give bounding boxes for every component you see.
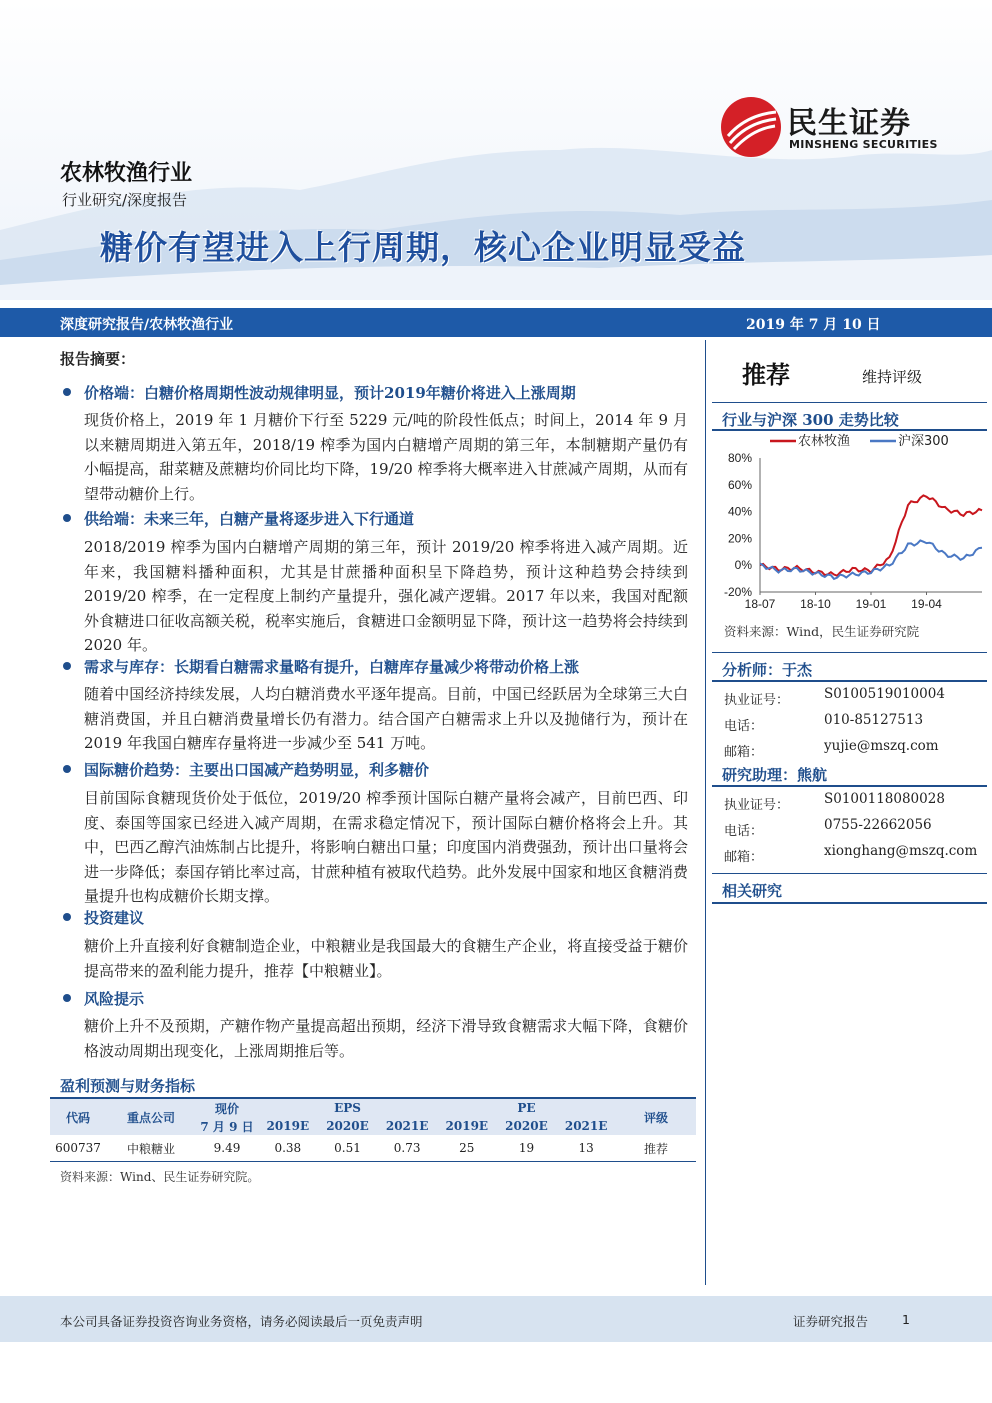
- section-body-risk: 糖价上升不及预期，产糖作物产量提高超出预期，经济下滑导致食糖需求大幅下降，食糖价格波动周期出现变化，上涨周期推后等。: [84, 1017, 688, 1060]
- bullet-icon: [63, 388, 71, 396]
- cell-pe: 13: [556, 1135, 616, 1162]
- bullet-icon: [63, 514, 71, 522]
- chart-source: 资料来源：Wind，民生证券研究院: [724, 624, 920, 639]
- cell-pe: 25: [437, 1135, 497, 1162]
- series-line-index: [760, 540, 982, 579]
- section-body-price: 现货价格上，2019 年 1 月糖价下行至 5229 元/吨的阶段性低点；时间上，2014 年 9 月以来糖周期进入第五年，2018/19 榨季为国内白糖增产周期的第三年，本制糖期产量仍有小幅提高，甜菜糖及蔗糖均价同比均下降，19/20 榨季将大概率进入甘蔗减产周期，从而有望带动糖价上行。: [84, 411, 688, 503]
- col-code: 代码: [50, 1098, 106, 1135]
- col-pe: PE: [437, 1098, 616, 1117]
- y-tick-label: 80%: [727, 451, 752, 465]
- analyst-phone-label: 电话：: [724, 719, 764, 734]
- section-heading-invest: 投资建议: [84, 909, 145, 927]
- analyst-cert-value: S0100519010004: [824, 686, 945, 702]
- assistant-cert-label: 执业证号：: [724, 798, 790, 813]
- section-body-demand: 随着中国经济持续发展，人均白糖消费水平逐年提高。目前，中国已经跃居为全球第三大白糖消费国，并且白糖消费量增长仍有潜力。结合国产白糖需求上升以及抛储行为，预计在 2019 年我国白糖库存量将进一步减少至 541 万吨。: [84, 685, 688, 752]
- table-row: [50, 1135, 696, 1162]
- industry-name: 农林牧渔行业: [60, 161, 193, 186]
- rating-main: 推荐: [742, 360, 790, 389]
- bullet-icon: [63, 994, 71, 1002]
- bullet-icon: [63, 913, 71, 921]
- assistant-phone-value: 0755-22662056: [824, 817, 932, 833]
- report-category: 行业研究/深度报告: [62, 191, 188, 209]
- assistant-phone-label: 电话：: [724, 824, 764, 839]
- analyst-email-label: 邮箱：: [724, 745, 764, 760]
- minsheng-logo-icon: [720, 96, 782, 158]
- fin-table-title: 盈利预测与财务指标: [60, 1077, 196, 1095]
- divider: [712, 873, 987, 874]
- rating-sub: 维持评级: [862, 368, 923, 386]
- col-year: 2020E: [318, 1117, 378, 1135]
- financial-forecast-table: [50, 1097, 696, 1162]
- table-source: 资料来源：Wind、民生证券研究院。: [60, 1170, 260, 1184]
- bullet-icon: [63, 765, 71, 773]
- col-company: 重点公司: [106, 1098, 196, 1135]
- cell-eps: 0.73: [377, 1135, 437, 1162]
- column-divider: [705, 340, 706, 1285]
- y-tick-label: 60%: [727, 477, 752, 492]
- cell-pe: 19: [497, 1135, 557, 1162]
- logo-text-en: MINSHENG SECURITIES: [789, 138, 938, 151]
- section-heading-supply: 供给端：未来三年，白糖产量将逐步进入下行通道: [84, 510, 415, 528]
- logo-text-cn: 民生证券: [787, 106, 911, 141]
- analyst-title: 分析师：于杰: [722, 661, 813, 679]
- y-tick-label: 40%: [727, 504, 752, 519]
- divider: [712, 902, 987, 904]
- col-price: 现价: [196, 1098, 258, 1117]
- report-title: 糖价有望进入上行周期，核心企业明显受益: [100, 228, 746, 267]
- related-research-title: 相关研究: [722, 882, 783, 900]
- x-tick-label: 18-10: [800, 597, 831, 611]
- footer-label: 证券研究报告: [793, 1314, 869, 1329]
- section-heading-demand: 需求与库存：长期看白糖需求量略有提升，白糖库存量减少将带动价格上涨: [84, 658, 580, 676]
- col-year: 2021E: [556, 1117, 616, 1135]
- page-number: 1: [902, 1312, 910, 1327]
- y-tick-label: -20%: [723, 585, 752, 599]
- footer-disclaimer: 本公司具备证券投资咨询业务资格，请务必阅读最后一页免责声明: [60, 1314, 423, 1329]
- divider: [712, 680, 987, 682]
- col-eps: EPS: [258, 1098, 437, 1117]
- analyst-phone-value: 010-85127513: [824, 712, 924, 728]
- x-tick-label: 19-04: [911, 597, 942, 611]
- divider: [712, 652, 987, 653]
- assistant-email-label: 邮箱：: [724, 850, 764, 865]
- section-heading-price: 价格端：白糖价格周期性波动规律明显，预计2019年糖价将进入上涨周期: [84, 384, 576, 402]
- trend-chart: [712, 430, 987, 620]
- col-year: 2019E: [437, 1117, 497, 1135]
- y-tick-label: 20%: [727, 531, 752, 546]
- col-rating: 评级: [616, 1098, 696, 1135]
- chart-section-title: 行业与沪深 300 走势比较: [722, 411, 899, 429]
- cell-code: 600737: [50, 1135, 106, 1162]
- x-tick-label: 19-01: [855, 597, 887, 611]
- cell-price: 9.49: [196, 1135, 258, 1162]
- section-heading-intl: 国际糖价趋势：主要出口国减产趋势明显，利多糖价: [84, 761, 430, 779]
- section-heading-risk: 风险提示: [84, 990, 145, 1008]
- y-tick-label: 0%: [734, 558, 752, 573]
- analyst-cert-label: 执业证号：: [724, 693, 790, 708]
- assistant-email-value[interactable]: xionghang@mszq.com: [824, 843, 978, 859]
- series-line-industry: [760, 495, 982, 575]
- legend-label: 农林牧渔: [798, 434, 851, 449]
- divider: [712, 785, 987, 787]
- report-date: 2019 年 7 月 10 日: [746, 317, 881, 333]
- bullet-icon: [63, 662, 71, 670]
- analyst-email-value[interactable]: yujie@mszq.com: [824, 738, 939, 754]
- col-price-date: 7 月 9 日: [196, 1117, 258, 1135]
- summary-title: 报告摘要：: [60, 350, 136, 368]
- assistant-title: 研究助理：熊航: [722, 766, 828, 784]
- col-year: 2021E: [377, 1117, 437, 1135]
- cell-eps: 0.38: [258, 1135, 318, 1162]
- report-type-label: 深度研究报告/农林牧渔行业: [60, 317, 234, 333]
- divider: [712, 402, 987, 403]
- section-body-intl: 目前国际食糖现货价处于低位，2019/20 榨季预计国际白糖产量将会减产，目前巴西、印度、泰国等国家已经进入减产周期，在需求稳定情况下，预计国际白糖价格将会上升。其中，巴西乙醇汽油炼制占比提升，将影响白糖出口量；印度国内消费强劲，预计出口量将会进一步降低；泰国存销比率过高，甘蔗种植有被取代趋势。此外发展中国家和地区食糖消费量提升也构成糖价长期支撑。: [84, 789, 688, 905]
- col-year: 2019E: [258, 1117, 318, 1135]
- col-year: 2020E: [497, 1117, 557, 1135]
- section-body-invest: 糖价上升直接利好食糖制造企业，中粮糖业是我国最大的食糖生产企业，将直接受益于糖价提高带来的盈利能力提升，推荐【中粮糖业】。: [84, 937, 688, 980]
- legend-label: 沪深300: [898, 434, 949, 449]
- section-body-supply: 2018/2019 榨季为国内白糖增产周期的第三年，预计 2019/20 榨季将进入减产周期。近年来，我国糖料播种面积，尤其是甘蔗播种面积呈下降趋势，预计这种趋势会持续到 2019/20 榨季，在一定程度上制约产量提升，强化减产逻辑。2017 年以来，我国对配额外食糖进口征收高额关税，税率实施后，食糖进口金额明显下降，预计这一趋势将会持续到 2020 年。: [84, 538, 688, 654]
- cell-rating: 推荐: [616, 1135, 696, 1162]
- assistant-cert-value: S0100118080028: [824, 791, 945, 807]
- cell-company: 中粮糖业: [106, 1135, 196, 1162]
- x-tick-label: 18-07: [744, 597, 776, 611]
- cell-eps: 0.51: [318, 1135, 378, 1162]
